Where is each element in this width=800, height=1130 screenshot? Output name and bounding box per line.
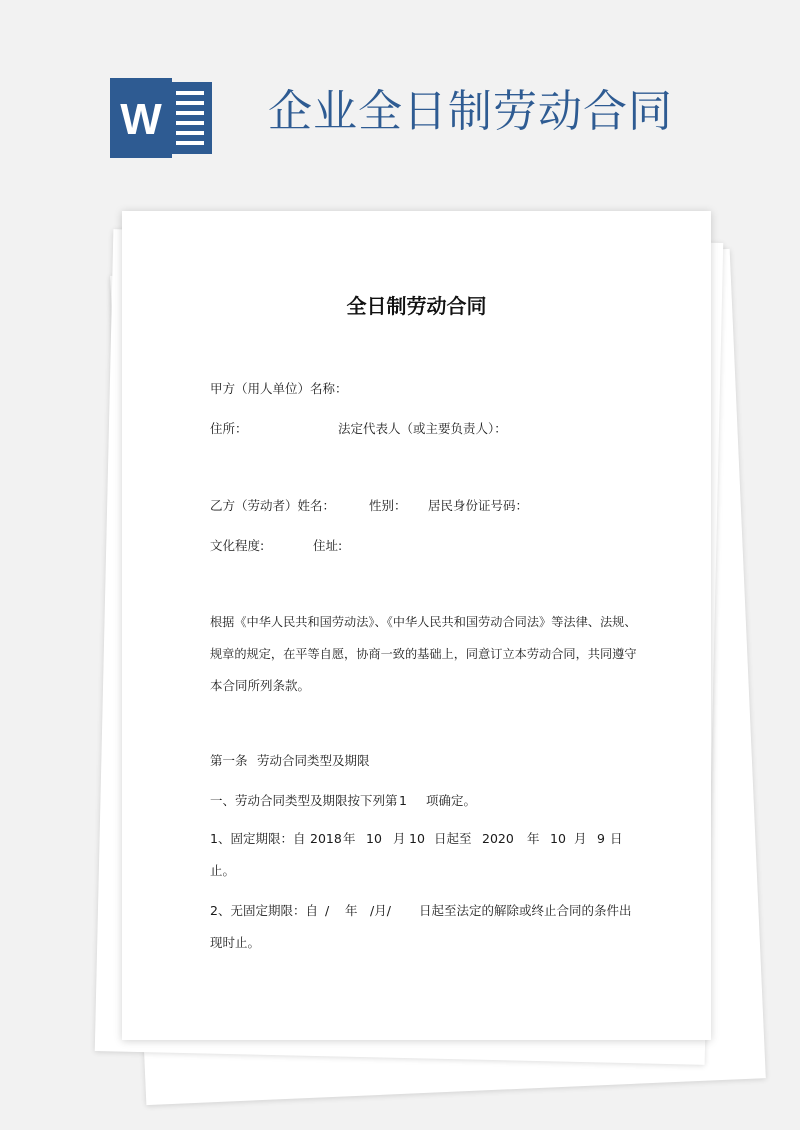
- fixed-end-year-unit: 年: [527, 831, 540, 846]
- legal-rep-label: 法定代表人（或主要负责人）：: [338, 421, 507, 436]
- fixed-start-suffix: 日起至: [434, 831, 472, 846]
- fixed-term-end-line: 止。: [210, 863, 236, 878]
- party-b-name-label: 乙方（劳动者）姓名：: [210, 498, 336, 513]
- fixed-start-day: 10: [409, 831, 425, 846]
- education-label: 文化程度:: [210, 538, 265, 553]
- fixed-end-month-unit: 月: [574, 831, 587, 846]
- open-term-label: 2、无固定期限：自: [210, 903, 318, 918]
- id-number-label: 居民身份证号码：: [428, 498, 529, 513]
- banner-title: 企业全日制劳动合同: [268, 86, 673, 137]
- fixed-end-month: 10: [550, 831, 566, 846]
- fixed-year-unit: 年: [343, 831, 356, 846]
- fixed-month-unit: 月: [393, 831, 406, 846]
- word-doc-icon: [110, 78, 214, 158]
- residence-label: 住址:: [313, 538, 343, 553]
- word-icon-letter: W: [120, 95, 162, 144]
- document-title: 全日制劳动合同: [346, 294, 487, 318]
- fixed-start-month: 10: [366, 831, 382, 846]
- preamble-line: 根据《中华人民共和国劳动法》、《中华人民共和国劳动合同法》等法律、法规、: [210, 615, 637, 629]
- gender-label: 性别：: [369, 498, 407, 513]
- address-label: 住所：: [210, 421, 248, 436]
- open-year-blank: /: [325, 903, 330, 918]
- party-a-name-label: 甲方（用人单位）名称：: [210, 381, 348, 396]
- open-year-unit: 年: [345, 903, 358, 918]
- fixed-start-year: 2018: [310, 831, 342, 846]
- clause1-prefix: 一、劳动合同类型及期限按下列第: [210, 793, 398, 808]
- fixed-end-day-unit: 日: [610, 831, 623, 846]
- fixed-end-day: 9: [597, 831, 605, 846]
- open-month-part: /月/: [370, 903, 391, 918]
- clause1-choice: 1: [399, 793, 407, 808]
- fixed-end-year: 2020: [482, 831, 514, 846]
- open-term-suffix: 日起至法定的解除或终止合同的条件出: [419, 903, 632, 918]
- preamble-line: 规章的规定，在平等自愿，协商一致的基础上，同意订立本劳动合同，共同遵守: [210, 647, 637, 661]
- clause1-suffix: 项确定。: [426, 793, 477, 808]
- preamble-line: 本合同所列条款。: [210, 678, 311, 693]
- article1-heading-number: 第一条: [210, 753, 248, 768]
- open-term-end-line: 现时止。: [210, 935, 261, 950]
- fixed-term-label: 1、固定期限：自: [210, 831, 306, 846]
- article1-heading-text: 劳动合同类型及期限: [257, 753, 370, 768]
